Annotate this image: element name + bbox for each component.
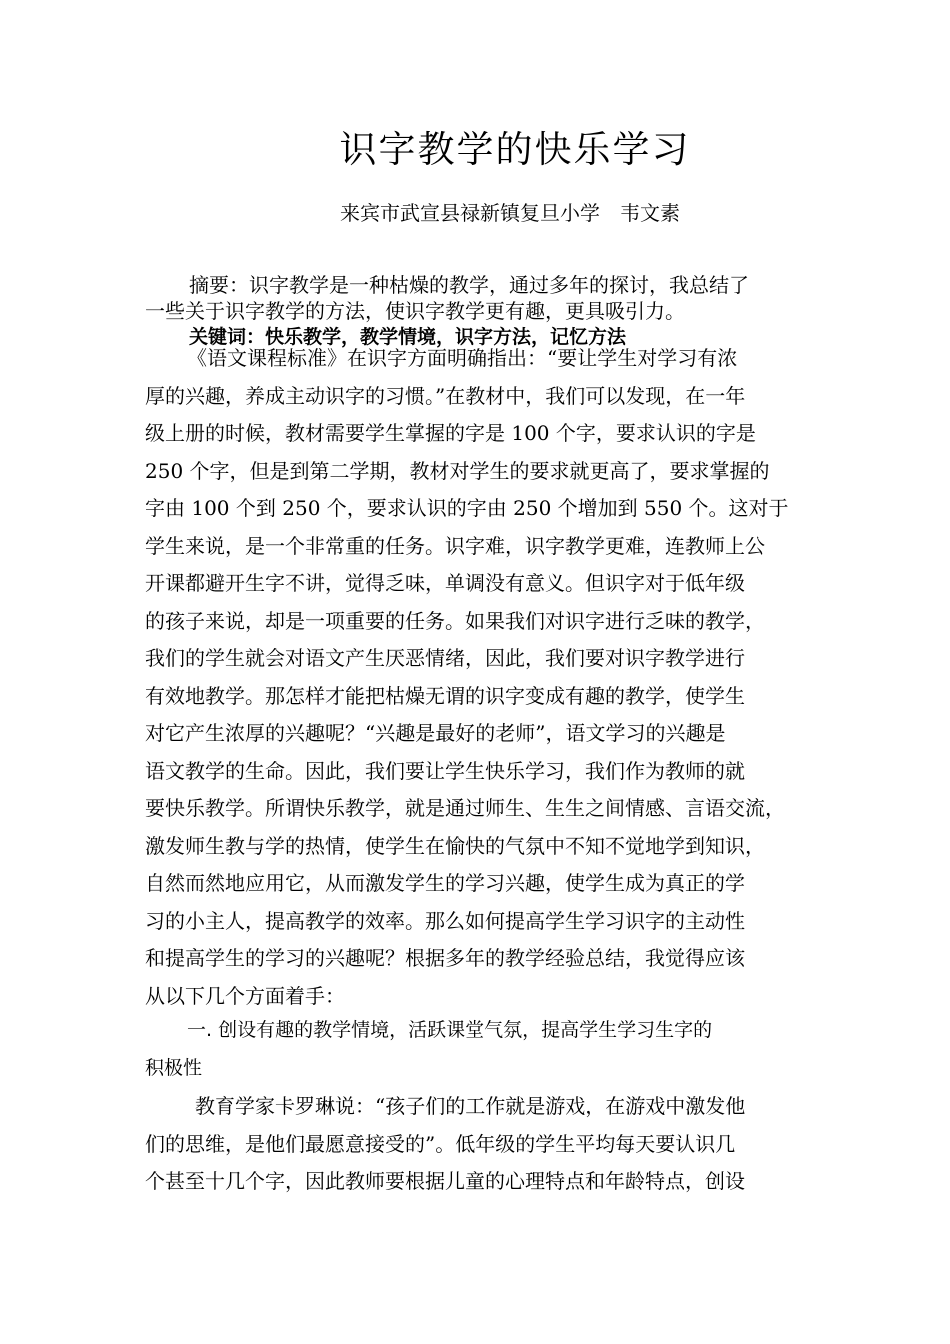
- paragraph-1: [145, 340, 825, 1015]
- paragraph-line: 我们的学生就会对语文产生厌恶情绪，因此，我们要对识字教学进行: [145, 646, 745, 670]
- abstract-line: 一些关于识字教学的方法，使识字教学更有趣，更具吸引力。: [145, 299, 685, 323]
- document-title: 识字教学的快乐学习: [339, 128, 691, 171]
- paragraph-line: 和提高学生的学习的兴趣呢？根据多年的教学经验总结，我觉得应该: [145, 946, 745, 970]
- abstract: [145, 272, 815, 324]
- paragraph-line: 对它产生浓厚的兴趣呢？“兴趣是最好的老师”，语文学习的兴趣是: [145, 721, 726, 745]
- section-heading-1: [145, 1012, 825, 1087]
- paragraph-line: 250 个字，但是到第二学期，教材对学生的要求就更高了，要求掌握的: [145, 458, 770, 483]
- author-byline: 来宾市武宣县禄新镇复旦小学 韦文素: [340, 201, 680, 225]
- paragraph-line: 开课都避开生字不讲，觉得乏味，单调没有意义。但识字对于低年级: [145, 571, 745, 595]
- keywords-line: 关键词：快乐教学，教学情境，识字方法，记忆方法: [189, 326, 627, 348]
- paragraph-line: 们的思维，是他们最愿意接受的”。低年级的学生平均每天要认识几: [145, 1131, 736, 1156]
- heading-line: 一. 创设有趣的教学情境，活跃课堂气氛，提高学生学习生字的: [187, 1019, 713, 1041]
- paragraph-line: 激发师生教与学的热情，使学生在愉快的气氛中不知不觉地学到知识，: [145, 833, 765, 858]
- paragraph-line: 级上册的时候，教材需要学生掌握的字是 100 个字，要求认识的字是: [145, 421, 756, 445]
- paragraph-line: 自然而然地应用它，从而激发学生的学习兴趣，使学生成为真正的学: [145, 871, 745, 895]
- paragraph-line: 有效地教学。那怎样才能把枯燥无谓的识字变成有趣的教学，使学生: [145, 683, 745, 708]
- heading-line: 积极性: [145, 1056, 203, 1079]
- paragraph-line: 教育学家卡罗琳说：“孩子们的工作就是游戏，在游戏中激发他: [195, 1094, 746, 1118]
- paragraph-line: 语文教学的生命。因此，我们要让学生快乐学习，我们作为教师的就: [145, 758, 745, 783]
- paragraph-line: 从以下几个方面着手：: [145, 983, 345, 1008]
- paragraph-line: 字由 100 个到 250 个，要求认识的字由 250 个增加到 550 个。这对于: [145, 496, 789, 520]
- paragraph-line: 学生来说，是一个非常重的任务。识字难，识字教学更难，连教师上公: [145, 533, 765, 558]
- paragraph-line: 的孩子来说，却是一项重要的任务。如果我们对识字进行乏味的教学，: [145, 608, 765, 633]
- abstract-line: 摘要：识字教学是一种枯燥的教学，通过多年的探讨，我总结了: [189, 273, 749, 297]
- paragraph-line: 厚的兴趣，养成主动识字的习惯。”在教材中，我们可以发现，在一年: [145, 383, 746, 408]
- paragraph-line: 《语文课程标准》在识字方面明确指出：“要让学生对学习有浓: [187, 346, 738, 370]
- paragraph-line: 习的小主人，提高教学的效率。那么如何提高学生学习识字的主动性: [145, 908, 745, 933]
- paragraph-line: 要快乐教学。所谓快乐教学，就是通过师生、生生之间情感、言语交流，: [145, 796, 785, 820]
- paragraph-line: 个甚至十几个字，因此教师要根据儿童的心理特点和年龄特点，创设: [145, 1169, 745, 1193]
- paragraph-2: [145, 1088, 825, 1201]
